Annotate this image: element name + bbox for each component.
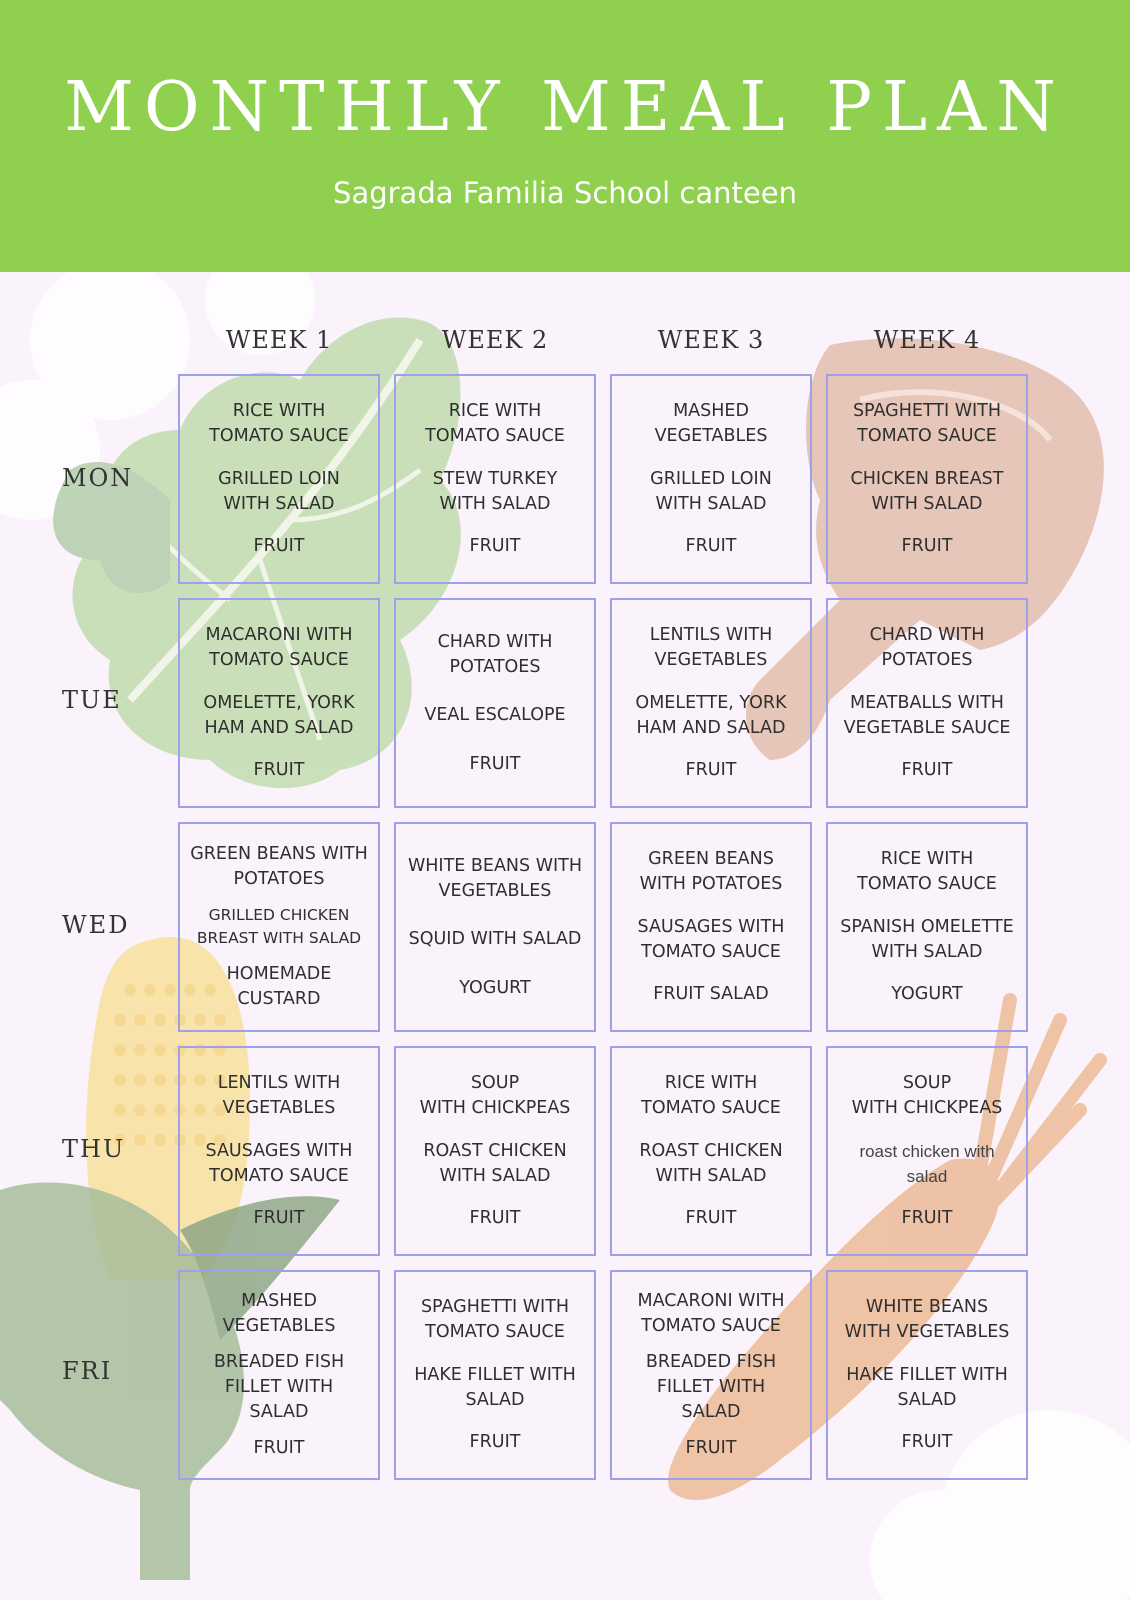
second-course: SPANISH OMELETTE WITH SALAD — [840, 916, 1014, 962]
dessert: YOGURT — [459, 977, 531, 998]
dessert: FRUIT — [685, 759, 737, 780]
second-course: SAUSAGES WITH TOMATO SAUCE — [205, 1140, 353, 1186]
dessert: FRUIT — [469, 535, 521, 556]
meal-cell-mon-week-1 — [178, 374, 380, 584]
meal-cell-fri-week-3 — [610, 1270, 812, 1480]
first-course: GREEN BEANS WITH POTATOES — [639, 849, 783, 895]
week-label-1: WEEK 1 — [225, 326, 333, 354]
dessert: YOGURT — [891, 983, 963, 1004]
dessert: FRUIT — [685, 1438, 737, 1458]
second-course: ROAST CHICKEN WITH SALAD — [423, 1140, 567, 1186]
first-course: RICE WITH TOMATO SAUCE — [425, 401, 565, 447]
meal-cell-wed-week-1 — [178, 822, 380, 1032]
first-course: WHITE BEANS WITH VEGETABLES — [844, 1297, 1010, 1343]
meal-cell-wed-week-3 — [610, 822, 812, 1032]
first-course: SOUP WITH CHICKPEAS — [851, 1073, 1003, 1119]
first-course: GREEN BEANS WITH POTATOES — [190, 844, 368, 889]
second-course: roast chicken with salad — [859, 1141, 995, 1186]
first-course: LENTILS WITH VEGETABLES — [217, 1073, 341, 1119]
day-label-mon: MON — [62, 464, 134, 492]
first-course: RICE WITH TOMATO SAUCE — [857, 849, 997, 895]
page-title: MONTHLY MEAL PLAN — [64, 68, 1066, 147]
meal-cell-wed-week-2 — [394, 822, 596, 1032]
day-label-fri: FRI — [62, 1357, 113, 1385]
header-banner — [0, 0, 1130, 272]
second-course: OMELETTE, YORK HAM AND SALAD — [203, 692, 355, 738]
first-course: WHITE BEANS WITH VEGETABLES — [407, 855, 583, 901]
second-course: OMELETTE, YORK HAM AND SALAD — [635, 692, 787, 738]
meal-cell-fri-week-4 — [826, 1270, 1028, 1480]
first-course: MASHED VEGETABLES — [222, 1291, 336, 1336]
meal-cell-thu-week-3 — [610, 1046, 812, 1256]
meal-cell-fri-week-2 — [394, 1270, 596, 1480]
meal-cell-wed-week-4 — [826, 822, 1028, 1032]
dessert: FRUIT — [901, 1431, 953, 1452]
meal-cell-tue-week-1 — [178, 598, 380, 808]
first-course: MASHED VEGETABLES — [654, 401, 768, 447]
dessert: FRUIT — [253, 1207, 305, 1228]
second-course: GRILLED CHICKEN BREAST WITH SALAD — [196, 906, 362, 947]
second-course: BREADED FISH FILLET WITH SALAD — [213, 1352, 345, 1422]
page-subtitle: Sagrada Familia School canteen — [333, 176, 797, 210]
dessert: FRUIT — [253, 1438, 305, 1458]
second-course: SQUID WITH SALAD — [408, 929, 582, 949]
day-label-thu: THU — [62, 1135, 126, 1163]
second-course: CHICKEN BREAST WITH SALAD — [850, 468, 1004, 514]
dessert: FRUIT — [469, 1207, 521, 1228]
dessert: FRUIT — [469, 753, 521, 774]
first-course: SPAGHETTI WITH TOMATO SAUCE — [852, 401, 1002, 447]
dessert: FRUIT — [685, 1207, 737, 1228]
second-course: GRILLED LOIN WITH SALAD — [650, 468, 772, 514]
week-label-2: WEEK 2 — [441, 326, 549, 354]
second-course: ROAST CHICKEN WITH SALAD — [639, 1140, 783, 1186]
dessert: FRUIT — [253, 759, 305, 780]
meal-cell-tue-week-3 — [610, 598, 812, 808]
meal-cell-fri-week-1 — [178, 1270, 380, 1480]
week-label-4: WEEK 4 — [873, 326, 981, 354]
second-course: MEATBALLS WITH VEGETABLE SAUCE — [843, 692, 1011, 738]
meal-cell-thu-week-1 — [178, 1046, 380, 1256]
meal-cell-mon-week-4 — [826, 374, 1028, 584]
second-course: STEW TURKEY WITH SALAD — [432, 468, 558, 514]
first-course: LENTILS WITH VEGETABLES — [649, 625, 773, 671]
second-course: VEAL ESCALOPE — [424, 705, 566, 725]
meal-cell-tue-week-2 — [394, 598, 596, 808]
week-label-3: WEEK 3 — [657, 326, 765, 354]
dessert: FRUIT — [469, 1431, 521, 1452]
first-course: CHARD WITH POTATOES — [437, 631, 553, 677]
meal-cell-thu-week-4 — [826, 1046, 1028, 1256]
meal-cell-mon-week-3 — [610, 374, 812, 584]
first-course: CHARD WITH POTATOES — [869, 625, 985, 671]
second-course: BREADED FISH FILLET WITH SALAD — [645, 1352, 777, 1422]
first-course: RICE WITH TOMATO SAUCE — [209, 401, 349, 447]
second-course: GRILLED LOIN WITH SALAD — [218, 468, 340, 514]
first-course: MACARONI WITH TOMATO SAUCE — [205, 625, 353, 671]
dessert: FRUIT — [901, 759, 953, 780]
first-course: MACARONI WITH TOMATO SAUCE — [637, 1291, 785, 1336]
dessert: FRUIT — [685, 535, 737, 556]
second-course: SAUSAGES WITH TOMATO SAUCE — [637, 916, 785, 962]
dessert: HOMEMADE CUSTARD — [226, 964, 332, 1009]
day-label-tue: TUE — [62, 686, 122, 714]
meal-cell-tue-week-4 — [826, 598, 1028, 808]
second-course: HAKE FILLET WITH SALAD — [414, 1364, 576, 1410]
dessert: FRUIT — [901, 1207, 953, 1228]
second-course: HAKE FILLET WITH SALAD — [846, 1364, 1008, 1410]
first-course: SOUP WITH CHICKPEAS — [419, 1073, 571, 1119]
day-label-wed: WED — [62, 911, 130, 939]
dessert: FRUIT — [901, 535, 953, 556]
first-course: RICE WITH TOMATO SAUCE — [641, 1073, 781, 1119]
meal-cell-mon-week-2 — [394, 374, 596, 584]
dessert: FRUIT SALAD — [653, 983, 769, 1004]
first-course: SPAGHETTI WITH TOMATO SAUCE — [420, 1297, 570, 1343]
dessert: FRUIT — [253, 535, 305, 556]
meal-cell-thu-week-2 — [394, 1046, 596, 1256]
